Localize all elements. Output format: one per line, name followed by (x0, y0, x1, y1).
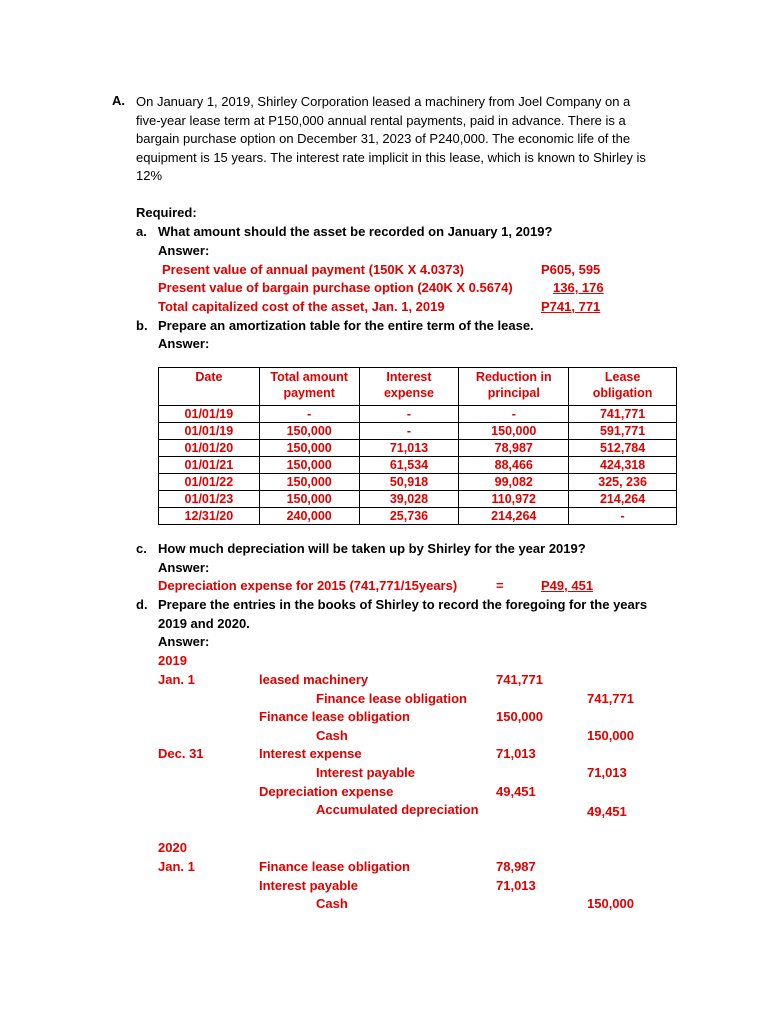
problem-line: 12% (136, 168, 163, 183)
answer-c-equals: = (496, 578, 504, 593)
table-row (159, 423, 677, 440)
table-cell: 61,534 (359, 457, 459, 474)
journal-account: Cash (316, 727, 348, 743)
table-cell: - (569, 508, 677, 525)
question-c-answer-label: Answer: (158, 559, 210, 575)
table-cell: 01/01/19 (159, 406, 260, 423)
table-cell: 71,013 (359, 440, 459, 457)
problem-line: bargain purchase option on December 31, 2023 of P240,000. The economic life of the (136, 131, 631, 146)
table-cell: 424,318 (569, 457, 677, 474)
answer-a-label: Total capitalized cost of the asset, Jan. 1, 2019 (158, 298, 445, 314)
journal-account: Finance lease obligation (259, 709, 410, 724)
table-row (159, 406, 677, 423)
header-interest-expense: Interest expense (359, 368, 459, 406)
question-d-letter: d. (136, 597, 148, 612)
answer-a-label: Present value of bargain purchase option (240K X 0.5674) (158, 280, 513, 295)
journal-account: Accumulated depreciation (316, 802, 479, 817)
question-b-letter: b. (136, 317, 148, 333)
answer-a-value: 136, 176 (553, 280, 604, 295)
journal-credit: 150,000 (587, 896, 634, 911)
question-a-answer-label: Answer: (158, 242, 210, 258)
question-d-text: Prepare the entries in the books of Shirley to record the foregoing for the years (158, 597, 648, 612)
table-cell: 12/31/20 (159, 508, 260, 525)
problem-line: On January 1, 2019, Shirley Corporation leased a machinery from Joel Company on a (136, 94, 631, 109)
question-d-text: 2019 and 2020. (158, 615, 250, 631)
journal-account: Interest payable (259, 877, 358, 893)
journal-account: leased machinery (259, 672, 369, 687)
question-c-letter: c. (136, 541, 147, 556)
answer-c-label: Depreciation expense for 2015 (741,771/15years) (158, 578, 458, 593)
table-cell: 150,000 (259, 440, 359, 457)
journal-date: Jan. 1 (158, 672, 195, 687)
table-cell: 01/01/20 (159, 440, 260, 457)
table-cell: 214,264 (569, 491, 677, 508)
amortization-table (158, 367, 677, 525)
table-cell: 99,082 (459, 474, 569, 491)
table-cell: - (459, 406, 569, 423)
journal-date: Jan. 1 (158, 859, 195, 874)
journal-account: Depreciation expense (259, 783, 394, 799)
question-b-text: Prepare an amortization table for the entire term of the lease. (158, 317, 534, 333)
table-cell: 50,918 (359, 474, 459, 491)
question-a-text: What amount should the asset be recorded on January 1, 2019? (158, 224, 553, 239)
answer-a-value: P605, 595 (541, 261, 601, 277)
table-cell: 512,784 (569, 440, 677, 457)
table-cell: 240,000 (259, 508, 359, 525)
header-lease-obligation: Lease obligation (569, 368, 677, 406)
journal-debit: 49,451 (496, 783, 536, 799)
journal-year: 2019 (158, 653, 187, 668)
question-c-text: How much depreciation will be taken up by Shirley for the year 2019? (158, 541, 586, 556)
table-cell: 25,736 (359, 508, 459, 525)
header-total-payment: Total amount payment (259, 368, 359, 406)
table-cell: 150,000 (259, 457, 359, 474)
table-row (159, 474, 677, 491)
problem-label: A. (112, 93, 125, 108)
table-cell: 150,000 (259, 423, 359, 440)
journal-debit: 71,013 (496, 877, 536, 893)
table-cell: - (359, 423, 459, 440)
answer-c-value: P49, 451 (541, 578, 594, 593)
table-cell: 741,771 (569, 406, 677, 423)
journal-date: Dec. 31 (158, 746, 204, 761)
journal-debit: 71,013 (496, 746, 536, 761)
table-cell: 01/01/21 (159, 457, 260, 474)
journal-credit: 150,000 (587, 727, 634, 743)
table-cell: 39,028 (359, 491, 459, 508)
table-cell: 88,466 (459, 457, 569, 474)
problem-line: five-year lease term at P150,000 annual rental payments, paid in advance. There is a (136, 112, 626, 128)
question-b-answer-label: Answer: (158, 336, 210, 351)
table-cell: 150,000 (259, 491, 359, 508)
journal-year: 2020 (158, 840, 187, 855)
table-cell: 01/01/22 (159, 474, 260, 491)
table-row (159, 508, 677, 525)
required-heading: Required: (136, 205, 197, 220)
table-cell: 150,000 (459, 423, 569, 440)
header-reduction-principal: Reduction in principal (459, 368, 569, 406)
journal-debit: 741,771 (496, 672, 543, 687)
journal-account: Cash (316, 896, 348, 911)
table-row (159, 457, 677, 474)
problem-line: equipment is 15 years. The interest rate implicit in this lease, which is known to Shirley is (136, 149, 646, 165)
table-cell: 01/01/19 (159, 423, 260, 440)
journal-credit: 49,451 (587, 804, 627, 819)
journal-account: Interest payable (316, 765, 415, 780)
table-cell: 325, 236 (569, 474, 677, 491)
question-d-answer-label: Answer: (158, 634, 210, 649)
table-header-row (159, 368, 677, 406)
answer-a-label: Present value of annual payment (150K X 4.0373) (162, 261, 465, 277)
table-row (159, 440, 677, 457)
table-cell: 150,000 (259, 474, 359, 491)
header-date: Date (159, 368, 260, 406)
question-a-letter: a. (136, 224, 147, 239)
journal-credit: 741,771 (587, 690, 634, 706)
table-cell: - (359, 406, 459, 423)
table-row (159, 491, 677, 508)
table-cell: 110,972 (459, 491, 569, 508)
table-cell: 78,987 (459, 440, 569, 457)
journal-account: Finance lease obligation (316, 690, 467, 706)
table-cell: 01/01/23 (159, 491, 260, 508)
table-cell: 214,264 (459, 508, 569, 525)
journal-credit: 71,013 (587, 765, 627, 780)
journal-account: Interest expense (259, 746, 362, 761)
table-cell: 591,771 (569, 423, 677, 440)
answer-a-value: P741, 771 (541, 298, 601, 314)
table-cell: - (259, 406, 359, 423)
journal-debit: 78,987 (496, 859, 536, 874)
journal-account: Finance lease obligation (259, 859, 410, 874)
journal-debit: 150,000 (496, 709, 543, 724)
